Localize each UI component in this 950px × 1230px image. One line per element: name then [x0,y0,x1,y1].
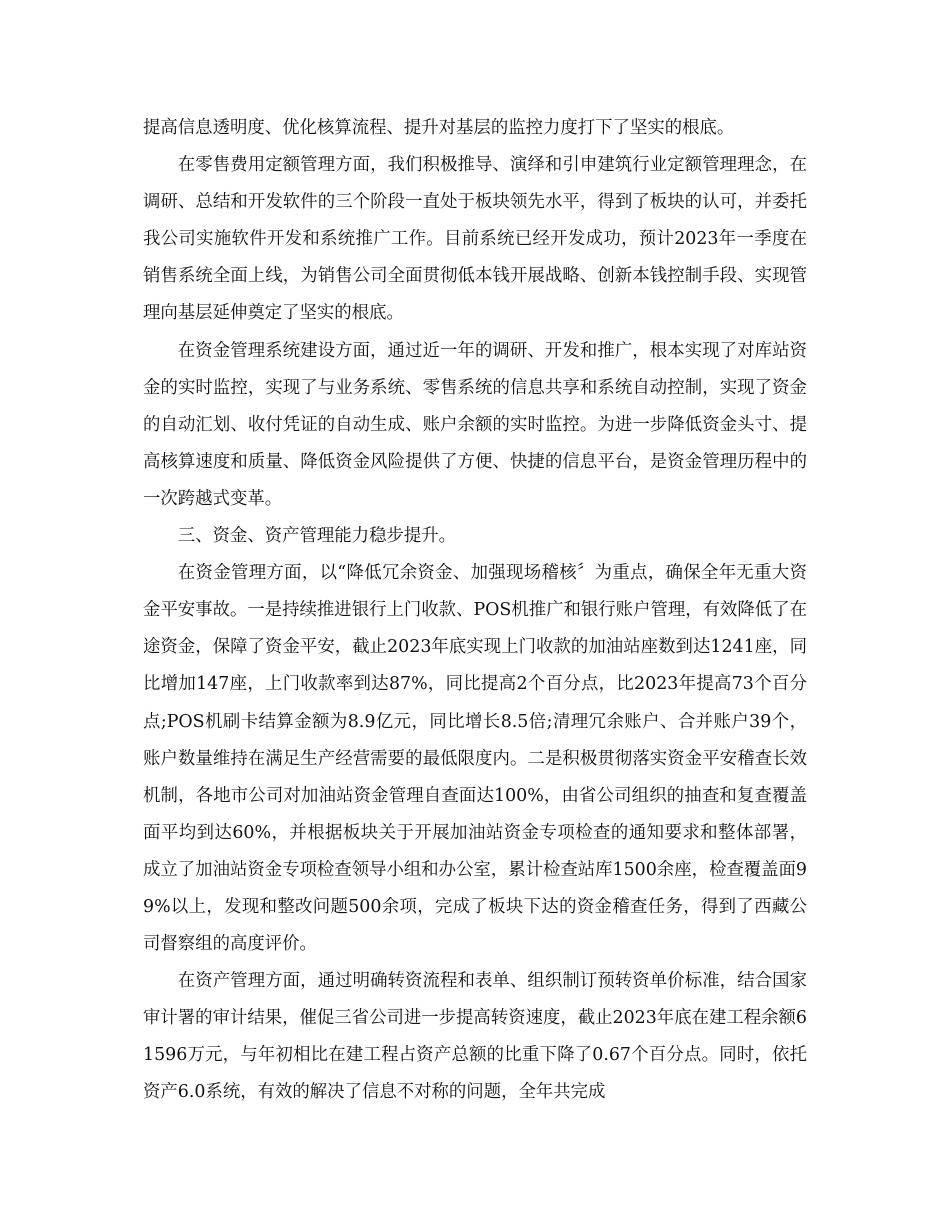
paragraph: 在资金管理方面，以“降低冗余资金、加强现场稽核〞为重点，确保全年无重大资金平安事故。一是持续推进银行上门收款、POS机推广和银行账户管理，有效降低了在途资金，保障了资金平安，截止2023年底实现上门收款的加油站座数到达1241座，同比增加147座，上门收款率到达87%，同比提高2个百分点，比2023年提高73个百分点;POS机刷卡结算金额为8.9亿元，同比增长8.5倍;清理冗余账户、合并账户39个，账户数量维持在满足生产经营需要的最低限度内。二是积极贯彻落实资金平安稽查长效机制，各地市公司对加油站资金管理自查面达100%，由省公司组织的抽查和复查覆盖面平均到达60%，并根据板块关于开展加油站资金专项检查的通知要求和整体部署，成立了加油站资金专项检查领导小组和办公室，累计检查站库1500余座，检查覆盖面99%以上，发现和整改问题500余项，完成了板块下达的资金稽查任务，得到了西藏公司督察组的高度评价。 [143,563,807,955]
paragraph: 在零售费用定额管理方面，我们积极推导、演绎和引申建筑行业定额管理理念，在调研、总结和开发软件的三个阶段一直处于板块领先水平，得到了板块的认可，并委托我公司实施软件开发和系统推广工作。目前系统已经开发成功，预计2023年一季度在销售系统全面上线，为销售公司全面贯彻低本钱开展战略、创新本钱控制手段、实现管理向基层延伸奠定了坚实的根底。 [143,155,807,324]
document-body [143,110,807,1112]
paragraph: 在资产管理方面，通过明确转资流程和表单、组织制订预转资单价标准，结合国家审计署的审计结果，催促三省公司进一步提高转资速度，截止2023年底在建工程余额61596万元，与年初相比在建工程占资产总额的比重下降了0.67个百分点。同时，依托资产6.0系统，有效的解决了信息不对称的问题，全年共完成 [143,971,807,1103]
section-heading: 三、资金、资产管理能力稳步提升。 [177,526,457,547]
paragraph: 在资金管理系统建设方面，通过近一年的调研、开发和推广，根本实现了对库站资金的实时监控，实现了与业务系统、零售系统的信息共享和系统自动控制，实现了资金的自动汇划、收付凭证的自动生成、账户余额的实时监控。为进一步降低资金头寸、提高核算速度和质量、降低资金风险提供了方便、快捷的信息平台，是资金管理历程中的一次跨越式变革。 [143,340,807,509]
paragraph: 提高信息透明度、优化核算流程、提升对基层的监控力度打下了坚实的根底。 [143,118,735,138]
